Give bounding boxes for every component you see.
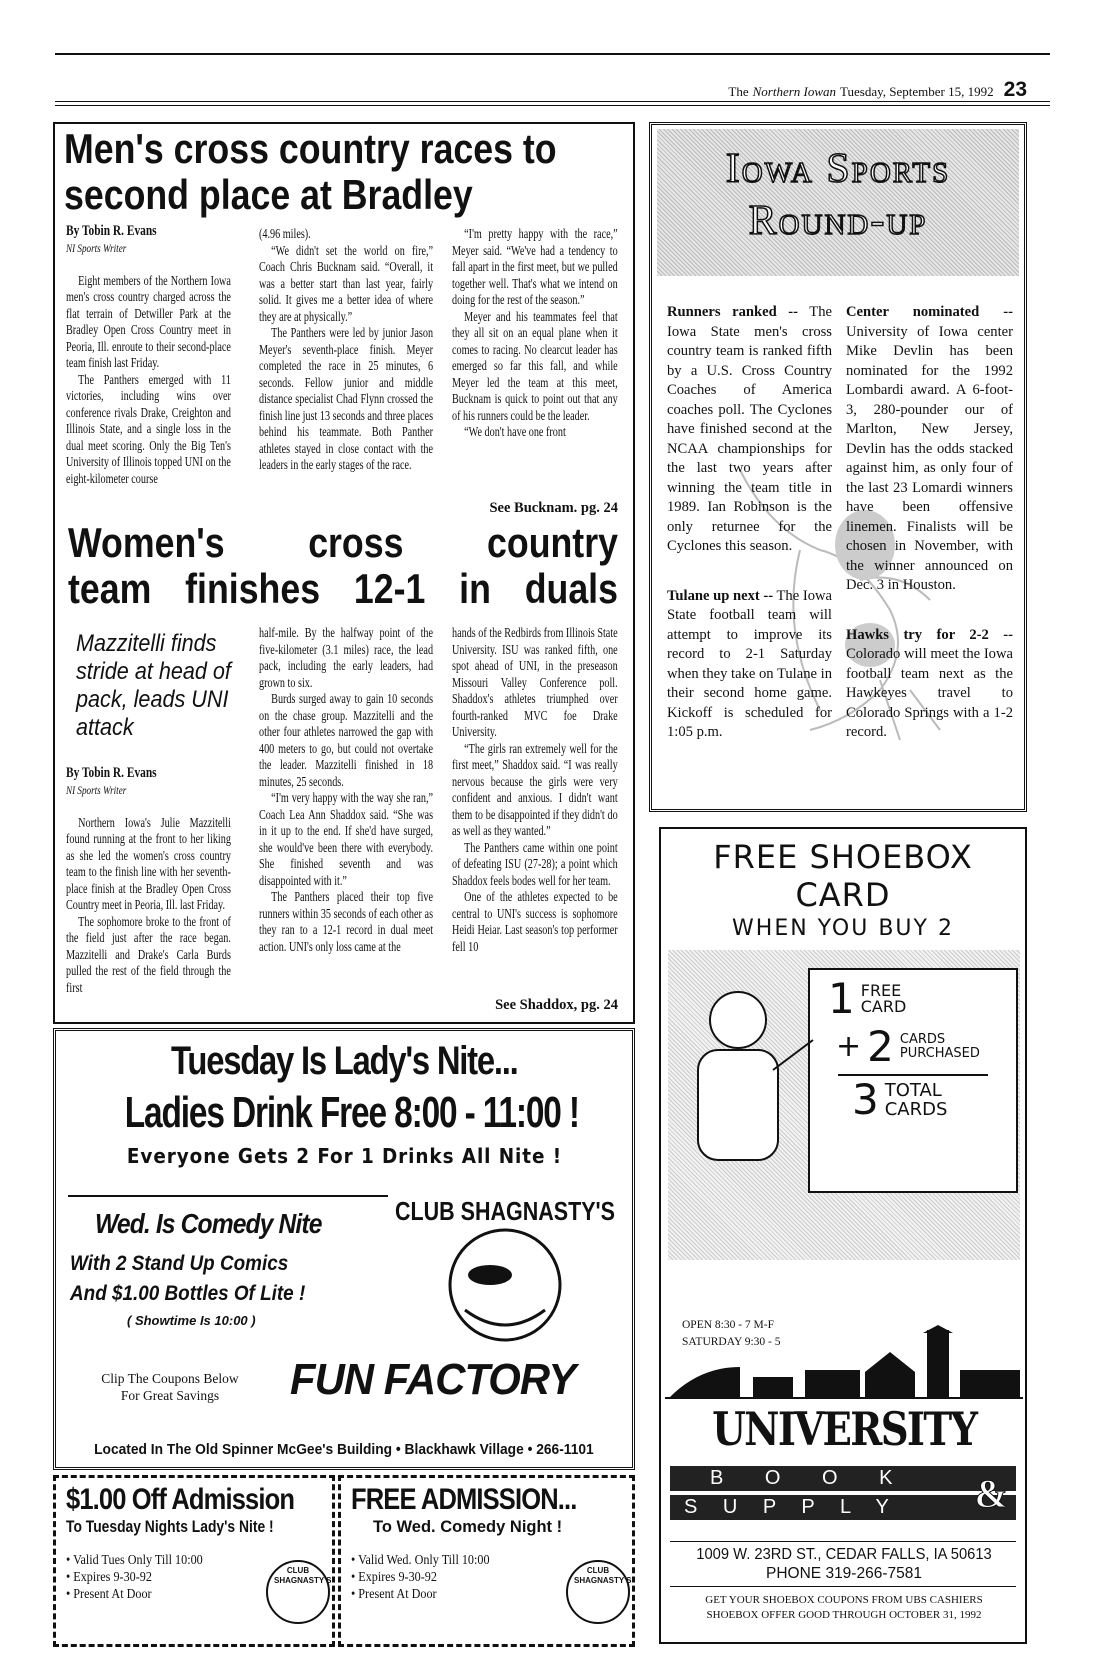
- item-lead: Runners ranked --: [667, 304, 798, 320]
- club-ad-line2-wrap: [53, 1088, 635, 1148]
- paragraph: Northern Iowa's Julie Mazzitelli found running at the front to her liking as she led the women's cross country team to the finish line with her seventh-place finish at the Bradley Open Cross Country meet in Peoria, Ill. last Friday.: [66, 814, 231, 912]
- item-lead: Center nominated --: [846, 304, 1013, 320]
- women-deck: Mazzitelli finds stride at head of pack, leads UNI attack: [76, 630, 231, 741]
- byline: By Tobin R. Evans: [66, 223, 157, 239]
- store-contact: [668, 1545, 1020, 1583]
- paragraph: “We don't have one front: [464, 424, 566, 439]
- item-text: Colorado will meet the Iowa football team next as the Hawkeyes travel to Colorado Springs with a 1-2 record.: [846, 646, 1013, 740]
- hours-line: OPEN 8:30 - 7 M-F: [682, 1319, 775, 1331]
- paragraph: (4.96 miles).: [259, 226, 311, 241]
- comedy-line2: And $1.00 Bottles Of Lite !: [70, 1282, 306, 1305]
- board-label-line: CARDS: [884, 1098, 948, 1120]
- footer-line: SHOEBOX OFFER GOOD THROUGH OCTOBER 31, 1992: [706, 1609, 982, 1621]
- coupon-tuesday[interactable]: [53, 1475, 335, 1647]
- board-label-line: TOTAL: [884, 1079, 942, 1101]
- clip-note: [70, 1370, 270, 1404]
- roundup-item: [667, 587, 832, 743]
- club-ad-line2: Ladies Drink Free 8:00 - 11:00 !: [124, 1088, 579, 1137]
- women-col-3: [452, 625, 618, 955]
- footer-line: GET YOUR SHOEBOX COUPONS FROM UBS CASHIERS: [705, 1594, 983, 1606]
- showtime: ( Showtime Is 10:00 ): [127, 1313, 256, 1328]
- club-ad-line1-wrap: [53, 1038, 635, 1093]
- board-label-line: PURCHASED: [899, 1046, 980, 1062]
- board-label-line: CARDS: [899, 1032, 946, 1048]
- ampersand: &: [974, 1471, 1008, 1516]
- board-plus: +: [836, 1029, 862, 1065]
- item-text: University of Iowa center Mike Devlin has been nominated for the 1992 Lombardi award. A 6-foot-3, 280-pounder our of Marlton, New Jersey, Devlin has the odds stacked against him, as only four of the last 23 Lomardi winners have been offensive linemen. Finalists will be chosen in November, with the winner announced on Dec. 3 in Houston.: [846, 323, 1013, 593]
- club-ad-line3-wrap: [53, 1143, 635, 1172]
- club-ad-line1: Tuesday Is Lady's Nite...: [170, 1039, 518, 1083]
- board-label: [900, 1033, 980, 1061]
- issue-date: Tuesday, September 15, 1992: [840, 84, 994, 99]
- coupon-subtitle: To Tuesday Nights Lady's Nite !: [66, 1518, 274, 1536]
- paragraph: Meyer and his teammates feel that they all sit on an equal plane when it comes to racing. No clearcut leader has emerged so far this fall, and while Meyer led the team at this meet, Bucknam is quick to point out that any of his runners could be the leader.: [452, 308, 618, 423]
- headline-line: FREE SHOEBOX: [713, 838, 973, 876]
- hours-line: SATURDAY 9:30 - 5: [682, 1336, 781, 1348]
- paragraph: “We didn't set the world on fire,” Coach Chris Bucknam said. “Overall, it was a better start than last year, fairly solid. It gives me a better idea of where they are at physically.”: [259, 242, 434, 324]
- divider: [68, 1195, 388, 1197]
- coupon-term: • Valid Wed. Only Till 10:00: [351, 1552, 490, 1567]
- roundup-item: [667, 303, 832, 557]
- paragraph: One of the athletes expected to be central to UNI's success is sophomore Heidi Heiar. Last season's top performer fell 10: [452, 889, 618, 954]
- club-location: Located In The Old Spinner McGee's Building • Blackhawk Village • 266-1101: [94, 1442, 594, 1458]
- club-logo-small: CLUB SHAGNASTY'S: [566, 1560, 630, 1624]
- club-location-wrap: [53, 1441, 635, 1459]
- writer-title: NI Sports Writer: [66, 783, 127, 797]
- coupon-terms: [351, 1551, 490, 1602]
- coupon-title: $1.00 Off Admission: [66, 1483, 295, 1516]
- coupon-term: • Valid Tues Only Till 10:00: [66, 1552, 203, 1567]
- roundup-item: [846, 303, 1013, 596]
- roundup-col-2: [846, 303, 1013, 762]
- clip-line: For Great Savings: [120, 1388, 220, 1403]
- board-label: [861, 983, 907, 1015]
- campus-skyline-icon: [665, 1325, 1023, 1400]
- men-col-2: [259, 226, 433, 474]
- paragraph: “The girls ran extremely well for the first meet,” Shaddox said. “I was really nervous because the girls were very confident and anxious. I didn't want them to be disappointed if they didn't do as well as they wanted.”: [452, 740, 618, 838]
- item-lead: Hawks try for 2-2 --: [846, 626, 1013, 643]
- coupon-wednesday[interactable]: [338, 1475, 635, 1647]
- top-rule: [55, 53, 1050, 55]
- writer-title: NI Sports Writer: [66, 241, 127, 255]
- store-address: 1009 W. 23RD ST., CEDAR FALLS, IA 50613: [696, 1546, 992, 1563]
- shoebox-headline: [659, 838, 1027, 944]
- dog-mascot-icon: [385, 1190, 625, 1355]
- item-text: The Iowa State men's cross country team is ranked fifth by a U.S. Cross Country Coaches of America coaches poll. The Cyclones have finished second at the NCAA championships for the last two years after winning the team title in 1989. Ian Robinson is the only returnee for the Cyclones this season.: [667, 304, 833, 554]
- clip-line: Clip The Coupons Below: [101, 1371, 239, 1386]
- paragraph: half-mile. By the halfway point of the five-kilometer (3.1 miles) race, the lead pack, including the early leaders, had grown to six.: [259, 625, 434, 690]
- offer-footer: [668, 1593, 1020, 1623]
- cartoon-panel: [668, 950, 1020, 1260]
- page-header: [728, 78, 1027, 102]
- roundup-item: [846, 626, 1013, 743]
- board-math: [828, 975, 1018, 1124]
- board-number: 3: [852, 1074, 879, 1124]
- men-col-1: [66, 222, 231, 487]
- board-label-line: CARD: [860, 997, 907, 1017]
- paper-prefix: The: [728, 84, 749, 99]
- paragraph: “I'm very happy with the way she ran,” Coach Lea Ann Shaddox said. “She was in it up to the end. If she'd have surged, she would've been there with everybody. She finished seventh and was disappointed with it.”: [259, 790, 434, 888]
- roundup-title-1: Iowa Sports: [725, 146, 951, 192]
- club-shagnastys-logo: [385, 1190, 625, 1355]
- page-number: 23: [1003, 78, 1027, 101]
- logo-text: CLUB SHAGNASTY'S: [395, 1196, 615, 1226]
- paragraph: The Panthers were led by junior Jason Meyer's seventh-place finish. Meyer completed the race in 25 minutes, 6 seconds. Fellow junior and middle distance specialist Chad Flynn crossed the finish line just 13 seconds and three places behind his teammate. Both Panther athletes stayed in close contact with the leaders in the early stages of the race.: [259, 325, 434, 472]
- paragraph: The sophomore broke to the front of the field just after the race began. Mazzitelli and Drake's Carla Burds pulled the rest of the field through the first: [66, 913, 231, 995]
- headline-line: WHEN YOU BUY 2: [732, 916, 954, 941]
- comedy-title: Wed. Is Comedy Nite: [95, 1208, 322, 1239]
- board-number: 1: [828, 974, 855, 1023]
- header-rule: [55, 105, 1050, 106]
- coupon-term: • Present At Door: [66, 1586, 152, 1601]
- divider: [670, 1541, 1016, 1542]
- paragraph: Eight members of the Northern Iowa men's cross country charged across the flat terrain of Detwiller Park at the Bradley Open Cross Country meet in Peoria, Ill. enroute to their second-place team finish last Friday.: [66, 272, 231, 370]
- coupon-terms: [66, 1551, 203, 1602]
- women-headline-1: Women's cross country: [68, 519, 618, 566]
- fun-factory-logo: FUN FACTORY: [290, 1355, 576, 1404]
- roundup-header: [657, 129, 1019, 276]
- men-headline: Men's cross country races to second place at Bradley: [64, 125, 557, 218]
- book-label: B O O K: [670, 1466, 1016, 1491]
- paper-name: Northern Iowan: [752, 84, 837, 99]
- roundup-col-1: [667, 303, 832, 762]
- coupon-term: • Expires 9-30-92: [351, 1569, 437, 1584]
- paragraph: The Panthers emerged with 11 victories, including wins over conference rivals Drake, Creighton and Illinois State, and a single loss in the dual meet scoring. Only the Big Ten's University of Illinois topped UNI on the eight-kilometer course: [66, 371, 231, 486]
- roundup-title-2: Round-up: [748, 198, 928, 244]
- coupon-term: • Present At Door: [351, 1586, 437, 1601]
- headline-line: CARD: [795, 876, 891, 914]
- board-label-line: FREE: [860, 981, 902, 1001]
- paragraph: The Panthers placed their top five runners within 35 seconds of each other as they ran to a 12-1 record in dual meet action. UNI's only loss came at the: [259, 889, 434, 954]
- women-col-2: [259, 625, 433, 955]
- divider: [670, 1586, 1016, 1587]
- club-ad-line3: Everyone Gets 2 For 1 Drinks All Nite !: [126, 1144, 562, 1168]
- header-rule: [55, 101, 1050, 102]
- coupon-term: • Expires 9-30-92: [66, 1569, 152, 1584]
- professor-cartoon-icon: [678, 980, 818, 1250]
- men-col-3: [452, 226, 618, 441]
- supply-label: S U P P L Y: [670, 1495, 1016, 1520]
- coupon-subtitle: To Wed. Comedy Night !: [373, 1518, 563, 1536]
- shaddox-jump-link[interactable]: See Shaddox, pg. 24: [495, 997, 618, 1013]
- item-text: The Iowa State football team will attempt to improve its record to 2-1 Saturday when they take on Tulane in their second home game. Kickoff is scheduled for 1:05 p.m.: [667, 587, 833, 740]
- bucknam-jump-link[interactable]: See Bucknam. pg. 24: [489, 500, 618, 516]
- paragraph: hands of the Redbirds from Illinois State University. ISU was ranked fifth, one spot ahead of UNI, in the preseason Missouri Valley Conference poll. Shaddox's athletes triumphed over fourth-ranked MVC foe Drake University.: [452, 625, 618, 739]
- paragraph: “I'm pretty happy with the race,” Meyer said. “We've had a tendency to fall apart in the first meet, but we pulled together well. That's what we intend on doing for the rest of the season.”: [452, 226, 618, 307]
- store-name: UNIVERSITY: [711, 1402, 977, 1456]
- club-logo-small: CLUB SHAGNASTY'S: [266, 1560, 330, 1624]
- byline: By Tobin R. Evans: [66, 765, 157, 781]
- women-col-1: [66, 764, 231, 996]
- store-name-wrap: [668, 1402, 1020, 1468]
- book-supply-banner: [670, 1466, 1016, 1522]
- store-phone: PHONE 319-266-7581: [766, 1565, 922, 1582]
- coupon-title: FREE ADMISSION...: [351, 1483, 577, 1516]
- paragraph: The Panthers came within one point of defeating ISU (27-28); a point which Shaddox feels bodes well for her team.: [452, 839, 618, 888]
- board-number: 2: [867, 1022, 894, 1072]
- paragraph: Burds surged away to gain 10 seconds on the chase group. Mazzitelli and the other four athletes narrowed the gap with 400 meters to go, but could not overtake the leader. Mazzitelli finished in 18 minutes, 25 seconds.: [259, 691, 434, 789]
- comedy-line1: With 2 Stand Up Comics: [70, 1252, 289, 1275]
- women-headline-2: team finishes 12-1 in duals: [68, 565, 618, 612]
- board-label: [885, 1081, 948, 1119]
- item-lead: Tulane up next --: [667, 587, 774, 604]
